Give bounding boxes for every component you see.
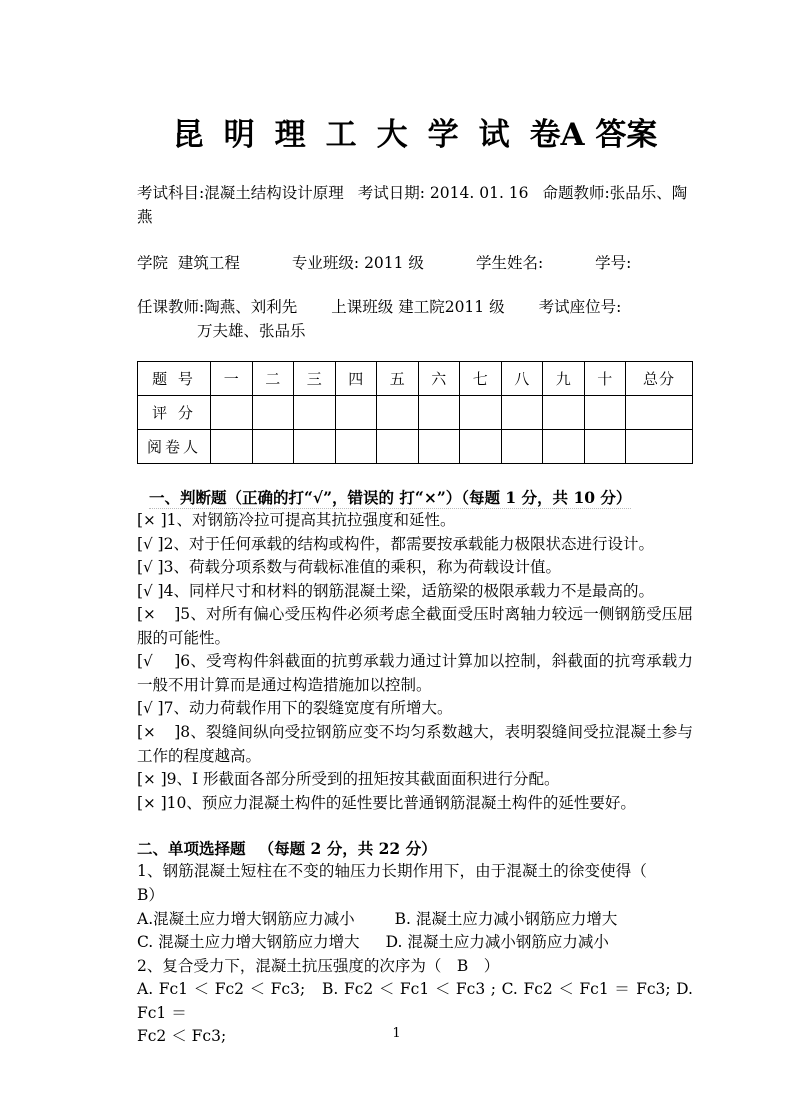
tf-item-text: 5、对所有偏心受压构件必须考虑全截面受压时离轴力较远一侧钢筋受压屈服的可能性。 (137, 605, 693, 647)
mc-1-option-a[interactable]: A.混凝土应力增大钢筋应力减小 (137, 909, 355, 928)
score-cell: 三 (294, 361, 336, 395)
score-cell: 一 (211, 361, 253, 395)
score-cell[interactable] (252, 395, 294, 429)
tf-item-4: [√ ]4、同样尺寸和材料的钢筋混凝土梁，适筋梁的极限承载力不是最高的。 (137, 581, 654, 600)
lecture-class-label: 上课班级 (331, 297, 394, 316)
title-char-4: 大 (376, 117, 408, 153)
score-cell: 五 (377, 361, 419, 395)
exam-meta (137, 181, 693, 343)
teacher-label: 任课教师: (137, 297, 205, 316)
page-title (137, 104, 693, 155)
mc-item-1-options-row-2 (137, 931, 693, 955)
answer-mark: √ (143, 558, 153, 577)
tf-item-text: 7、动力荷载作用下的裂缝宽度有所增大。 (163, 699, 453, 718)
date-value: 2014. 01. 16 (429, 183, 529, 202)
tf-item-2: [√ ]2、对于任何承载的结构或构件，都需要按承载能力极限状态进行设计。 (137, 534, 654, 553)
meta-line-teacher-wrap (137, 319, 693, 343)
title-char-3: 工 (325, 117, 357, 153)
tf-item-text: 10、预应力混凝土构件的延性要比普通钢筋混凝土构件的延性要好。 (166, 793, 636, 812)
score-cell[interactable] (252, 429, 294, 463)
mc-item-1-options-row-1 (137, 908, 693, 932)
score-cell[interactable] (335, 429, 377, 463)
answer-mark: × (143, 511, 156, 530)
score-cell: 六 (418, 361, 460, 395)
score-cell[interactable] (335, 395, 377, 429)
mc-1-option-c[interactable]: C. 混凝土应力增大钢筋应力增大 (137, 933, 360, 952)
table-row (138, 429, 693, 463)
score-table (137, 361, 693, 464)
title-char-0: 昆 (172, 117, 204, 153)
tf-item-6: [√ ]6、受弯构件斜截面的抗剪承载力通过计算加以控制，斜截面的抗弯承载力一般不用计算而是通过构造措施加以控制。 (137, 652, 693, 694)
score-cell: 八 (501, 361, 543, 395)
score-cell: 九 (543, 361, 585, 395)
college-label: 学院 (137, 253, 169, 272)
college-value: 建筑工程 (177, 253, 240, 272)
tf-item-7: [√ ]7、动力荷载作用下的裂缝宽度有所增大。 (137, 699, 453, 718)
score-cell[interactable] (211, 429, 253, 463)
tf-item-3: [√ ]3、荷载分项系数与荷载标准值的乘积，称为荷载设计值。 (137, 558, 561, 577)
answer-mark: × (143, 605, 156, 624)
title-char-6: 试 (478, 117, 510, 153)
title-char-5: 学 (427, 117, 459, 153)
class-label: 专业班级: (291, 253, 360, 272)
mc-1-option-b[interactable]: B. 混凝土应力减小钢筋应力增大 (394, 909, 618, 928)
proposer-label: 命题教师: (542, 183, 610, 202)
meta-line-teacher (137, 295, 693, 319)
score-row-label: 阅卷人 (138, 429, 211, 463)
tf-item-text: 2、对于任何承载的结构或构件，都需要按承载能力极限状态进行设计。 (163, 534, 654, 553)
meta-line-subject-wrap (137, 205, 693, 229)
score-cell[interactable] (294, 395, 336, 429)
score-cell: 七 (460, 361, 502, 395)
meta-line-subject (137, 181, 693, 205)
title-suffix: 卷A 答案 (529, 117, 658, 153)
page-number: 1 (392, 1026, 401, 1041)
meta-line-college (137, 251, 693, 275)
score-cell[interactable] (543, 395, 585, 429)
answer-mark: × (143, 723, 156, 741)
score-table-body (138, 361, 693, 463)
section-1-heading-text: 一、判断题（正确的打“√”，错误的 打“×”）（每题 1 分，共 10 分） (149, 487, 632, 507)
section-2-heading-text: 二、单项选择题 （每题 2 分，共 22 分） (137, 839, 437, 859)
date-label: 考试日期: (357, 183, 425, 202)
score-cell: 二 (252, 361, 294, 395)
student-id-label: 学号: (595, 253, 632, 272)
score-cell[interactable] (377, 429, 419, 463)
proposer-value: 张品乐、陶 (609, 183, 688, 202)
mc-2-options-line-2[interactable]: Fc2 ＜ Fc3; (137, 1027, 227, 1046)
score-cell[interactable] (584, 429, 626, 463)
table-row (138, 361, 693, 395)
mc-1-stem-before: 1、钢筋混凝土短柱在不变的轴压力长期作用下，由于混凝土的徐变使得（ (137, 862, 647, 881)
seat-label: 考试座位号: (538, 297, 622, 316)
mc-item-2-stem (137, 955, 693, 979)
title-char-1: 明 (223, 117, 255, 153)
mc-item-1-stem (137, 860, 693, 907)
score-row-label: 评 分 (138, 395, 211, 429)
subject-value: 混凝土结构设计原理 (204, 183, 344, 202)
section-2-heading (137, 837, 693, 860)
score-cell[interactable] (584, 395, 626, 429)
tf-item-5: [× ]5、对所有偏心受压构件必须考虑全截面受压时离轴力较远一侧钢筋受压屈服的可能性。 (137, 605, 693, 647)
tf-item-text: 3、荷载分项系数与荷载标准值的乘积，称为荷载设计值。 (163, 558, 561, 577)
tf-item-text: 6、受弯构件斜截面的抗剪承载力通过计算加以控制，斜截面的抗弯承载力一般不用计算而是通过构造措施加以控制。 (137, 652, 693, 694)
score-cell[interactable] (418, 429, 460, 463)
answer-mark: × (143, 793, 156, 812)
class-value: 2011 级 (364, 253, 424, 272)
table-row (138, 395, 693, 429)
proposer-value-wrap: 燕 (137, 207, 153, 226)
score-row-label: 题 号 (138, 361, 211, 395)
page-content (137, 104, 693, 1049)
tf-item-text: 9、I 形截面各部分所受到的扭矩按其截面面积进行分配。 (166, 770, 560, 789)
score-cell[interactable] (377, 395, 419, 429)
mc-1-option-d[interactable]: D. 混凝土应力减小钢筋应力减小 (385, 933, 609, 952)
score-cell[interactable] (460, 395, 502, 429)
tf-item-1: [× ]1、对钢筋冷拉可提高其抗拉强度和延性。 (137, 511, 456, 530)
tf-item-text: 1、对钢筋冷拉可提高其抗拉强度和延性。 (166, 511, 456, 530)
score-cell[interactable] (543, 429, 585, 463)
answer-mark: √ (143, 534, 153, 553)
answer-mark: √ (143, 581, 153, 600)
score-cell: 四 (335, 361, 377, 395)
teacher-value: 陶燕、刘利先 (204, 297, 298, 316)
subject-label: 考试科目: (137, 183, 205, 202)
title-char-2: 理 (274, 117, 306, 153)
score-total-header: 总分 (626, 361, 693, 395)
lecture-class-value: 建工院2011 级 (398, 297, 505, 316)
mc-1-stem-after: ） (148, 885, 164, 904)
tf-item-text: 8、裂缝间纵向受拉钢筋应变不均匀系数越大，表明裂缝间受拉混凝土参与工作的程度越高。 (137, 723, 693, 765)
score-total-cell[interactable] (626, 429, 693, 463)
score-cell[interactable] (460, 429, 502, 463)
answer-mark: √ (143, 699, 153, 718)
answer-mark: × (143, 770, 156, 789)
score-cell[interactable] (501, 429, 543, 463)
score-cell[interactable] (294, 429, 336, 463)
tf-item-10: [× ]10、预应力混凝土构件的延性要比普通钢筋混凝土构件的延性要好。 (137, 793, 636, 812)
mc-item-2-options-row-1 (137, 978, 693, 1025)
tf-item-8: [× ]8、裂缝间纵向受拉钢筋应变不均匀系数越大，表明裂缝间受拉混凝土参与工作的程度越高。 (137, 723, 693, 765)
tf-item-9: [× ]9、I 形截面各部分所受到的扭矩按其截面面积进行分配。 (137, 770, 560, 789)
tf-item-text: 4、同样尺寸和材料的钢筋混凝土梁，适筋梁的极限承载力不是最高的。 (163, 581, 654, 600)
mc-1-answer: B (137, 885, 149, 904)
score-cell: 十 (584, 361, 626, 395)
mc-2-options-line-1[interactable]: A. Fc1 ＜ Fc2 ＜ Fc3; B. Fc2 ＜ Fc1 ＜ Fc3 ; C. Fc2 ＜ Fc1 ＝ Fc3; D. Fc1 ＝ (137, 980, 693, 1022)
mc-2-stem: 2、复合受力下，混凝土抗压强度的次序为（ B ） (137, 956, 500, 975)
section-1-heading (137, 486, 693, 509)
teacher-value-wrap: 万夫雄、张品乐 (197, 321, 306, 340)
score-cell[interactable] (211, 395, 253, 429)
answer-mark: √ (143, 652, 153, 671)
score-cell[interactable] (501, 395, 543, 429)
student-name-label: 学生姓名: (475, 253, 544, 272)
score-cell[interactable] (418, 395, 460, 429)
score-total-cell[interactable] (626, 395, 693, 429)
